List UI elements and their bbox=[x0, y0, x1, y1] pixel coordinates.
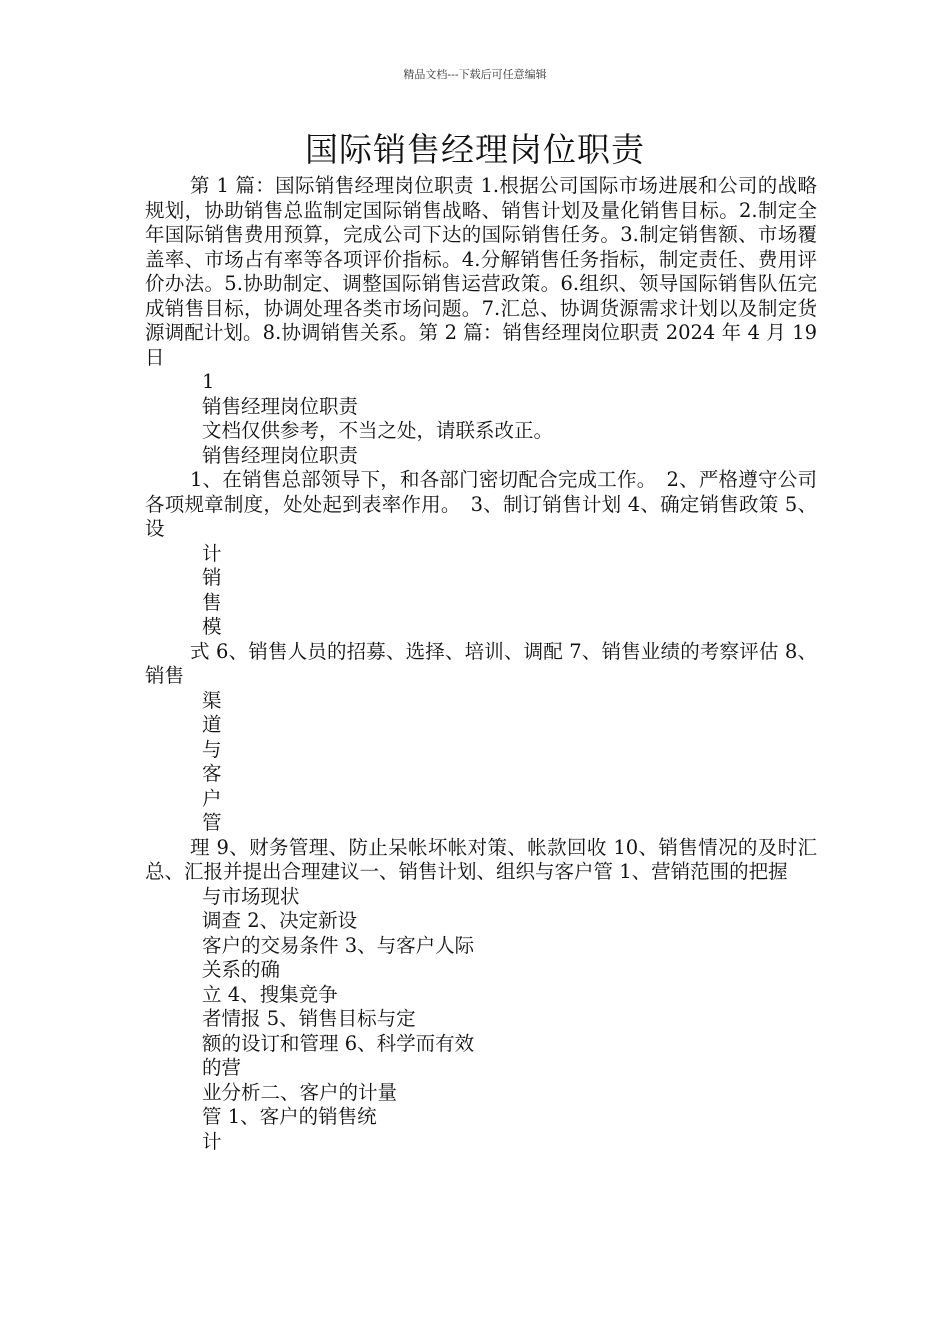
paragraph: 关系的确 bbox=[202, 958, 281, 981]
paragraph: 计 bbox=[202, 1129, 222, 1153]
document-body bbox=[145, 174, 817, 1154]
paragraph: 第 1 篇：国际销售经理岗位职责 1.根据公司国际市场进展和公司的战略规划，协助销售总监制定国际销售战略、销售计划及量化销售目标。2.制定全年国际销售费用预算，完成公司下达的国际销售任务。3.制定销售额、市场覆盖率、市场占有率等各项评价指标。4.分解销售任务指标，制定责任、费用评价办法。5.协助制定、调整国际销售运营政策。6.组织、领导国际销售队伍完成销售目标，协调处理各类市场问题。7.汇总、协调货源需求计划以及制定货源调配计划。8.协调销售关系。第 2 篇：销售经理岗位职责 2024 年 4 月 19 日 bbox=[145, 174, 817, 369]
document-title: 国际销售经理岗位职责 bbox=[305, 130, 645, 169]
paragraph: 额的设订和管理 6、科学而有效 bbox=[202, 1031, 475, 1055]
paragraph: 的营 bbox=[202, 1056, 242, 1079]
paragraph: 渠 bbox=[202, 688, 222, 712]
paragraph: 道 bbox=[202, 713, 222, 736]
paragraph: 式 6、销售人员的招募、选择、培训、调配 7、销售业绩的考察评估 8、销售 bbox=[145, 639, 817, 687]
paragraph: 客户的交易条件 3、与客户人际 bbox=[202, 933, 475, 957]
paragraph: 立 4、搜集竞争 bbox=[202, 982, 338, 1006]
paragraph: 户 bbox=[202, 786, 222, 810]
paragraph: 模 bbox=[202, 615, 222, 638]
paragraph: 销售经理岗位职责 bbox=[202, 443, 359, 467]
paragraph: 与市场现状 bbox=[202, 884, 300, 908]
paragraph: 者情报 5、销售目标与定 bbox=[202, 1007, 416, 1030]
paragraph: 1、在销售总部领导下，和各部门密切配合完成工作。 2、严格遵守公司各项规章制度，处处起到表率作用。 3、制订销售计划 4、确定销售政策 5、设 bbox=[145, 468, 817, 540]
paragraph: 调查 2、决定新设 bbox=[202, 909, 358, 932]
paragraph: 管 1、客户的销售统 bbox=[202, 1105, 377, 1128]
paragraph: 销 bbox=[202, 566, 222, 589]
paragraph: 售 bbox=[202, 590, 222, 614]
paragraph: 文档仅供参考，不当之处，请联系改正。 bbox=[202, 419, 554, 442]
paragraph: 与 bbox=[202, 737, 222, 761]
header-note: 精品文档---下载后可任意编辑 bbox=[403, 68, 547, 81]
paragraph: 管 bbox=[202, 811, 222, 834]
paragraph: 客 bbox=[202, 762, 222, 785]
paragraph: 业分析二、客户的计量 bbox=[202, 1080, 398, 1104]
paragraph: 1 bbox=[202, 370, 215, 393]
paragraph: 销售经理岗位职责 bbox=[202, 394, 359, 418]
paragraph: 计 bbox=[202, 541, 222, 565]
paragraph: 理 9、财务管理、防止呆帐坏帐对策、帐款回收 10、销售情况的及时汇总、汇报并提出合理建议一、销售计划、组织与客户管 1、营销范围的把握 bbox=[145, 835, 817, 883]
